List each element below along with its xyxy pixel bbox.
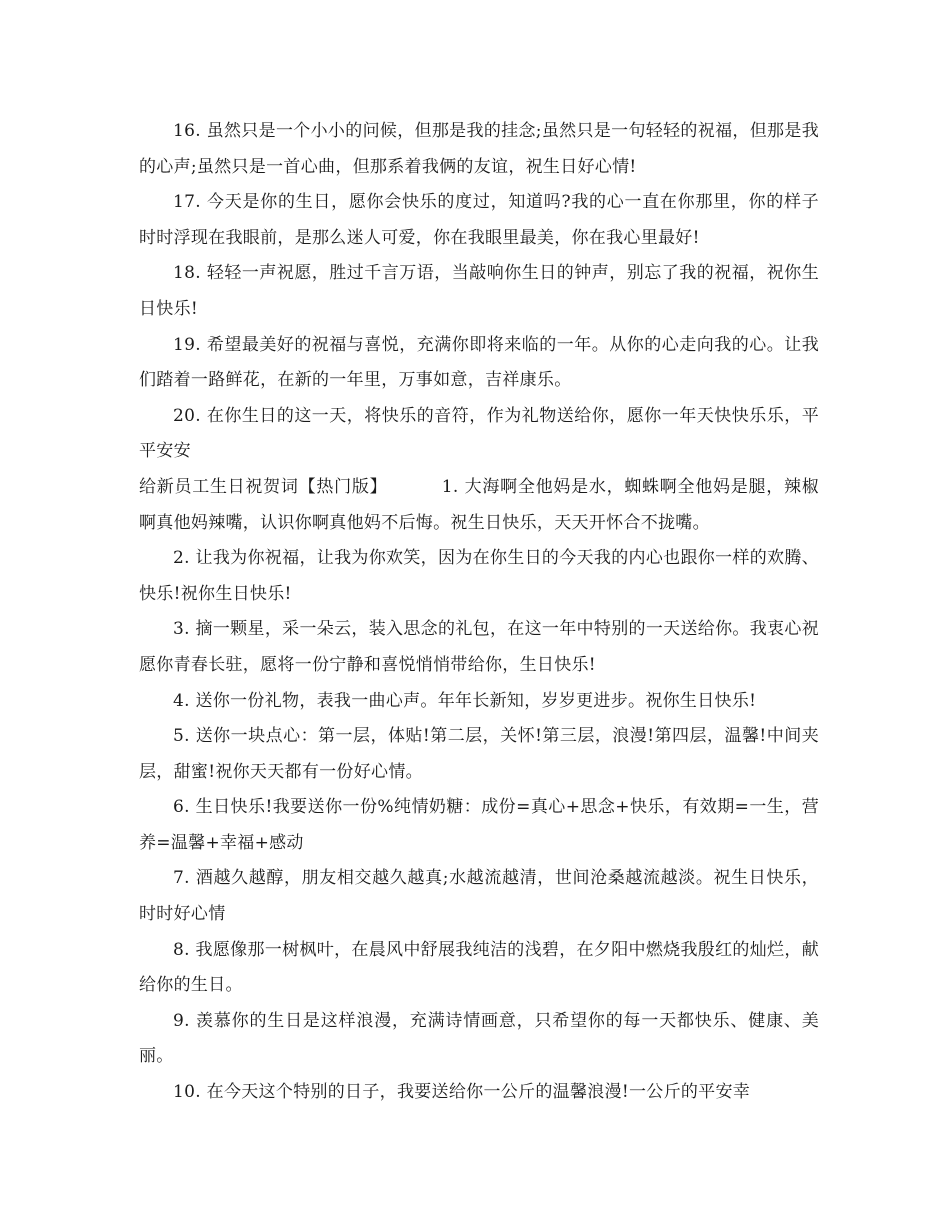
list-item: 1. 大海啊全他妈是水，蜘蛛啊全他妈是腿，辣椒啊真他妈辣嘴，认识你啊真他妈不后悔。祝生日快乐，天天开怀合不拢嘴。 xyxy=(139,476,819,533)
list-item: 16. 虽然只是一个小小的问候，但那是我的挂念;虽然只是一句轻轻的祝福，但那是我的心声;虽然只是一首心曲，但那系着我俩的友谊，祝生日好心情! xyxy=(139,121,819,177)
list-item: 3. 摘一颗星，采一朵云，装入思念的礼包，在这一年中特别的一天送给你。我衷心祝愿你青春长驻，愿将一份宁静和喜悦悄悄带给你，生日快乐! xyxy=(139,619,819,675)
list-item: 4. 送你一份礼物，表我一曲心声。年年长新知，岁岁更进步。祝你生日快乐! xyxy=(173,690,757,711)
list-item: 6. 生日快乐!我要送你一份%纯情奶糖：成份=真心+思念+快乐，有效期=一生，营养=温馨+幸福+感动 xyxy=(139,797,819,853)
section-heading: 给新员工生日祝贺词【热门版】 xyxy=(139,476,388,497)
list-item: 17. 今天是你的生日，愿你会快乐的度过，知道吗?我的心一直在你那里，你的样子时时浮现在我眼前，是那么迷人可爱，你在我眼里最美，你在我心里最好! xyxy=(139,192,819,248)
section-heading-paragraph xyxy=(139,470,819,541)
list-item: 8. 我愿像那一树枫叶，在晨风中舒展我纯洁的浅碧，在夕阳中燃烧我殷红的灿烂，献给你的生日。 xyxy=(139,939,819,996)
list-item: 2. 让我为你祝福，让我为你欢笑，因为在你生日的今天我的内心也跟你一样的欢腾、快乐!祝你生日快乐! xyxy=(139,548,819,604)
list-item: 20. 在你生日的这一天，将快乐的音符，作为礼物送给你，愿你一年天快快乐乐，平平安安 xyxy=(139,405,819,462)
list-item: 18. 轻轻一声祝愿，胜过千言万语，当敲响你生日的钟声，别忘了我的祝福，祝你生日快乐! xyxy=(139,263,819,319)
list-item: 7. 酒越久越醇，朋友相交越久越真;水越流越清，世间沧桑越流越淡。祝生日快乐，时时好心情 xyxy=(139,868,819,925)
document-body xyxy=(139,114,819,1111)
list-item: 9. 羡慕你的生日是这样浪漫，充满诗情画意，只希望你的每一天都快乐、健康、美丽。 xyxy=(139,1010,819,1067)
list-item: 5. 送你一块点心：第一层，体贴!第二层，关怀!第三层，浪漫!第四层，温馨!中间夹层，甜蜜!祝你天天都有一份好心情。 xyxy=(139,726,819,782)
list-item: 19. 希望最美好的祝福与喜悦，充满你即将来临的一年。从你的心走向我的心。让我们踏着一路鲜花，在新的一年里，万事如意，吉祥康乐。 xyxy=(139,334,819,391)
list-item: 10. 在今天这个特别的日子，我要送给你一公斤的温馨浪漫!一公斤的平安幸 xyxy=(173,1082,751,1103)
